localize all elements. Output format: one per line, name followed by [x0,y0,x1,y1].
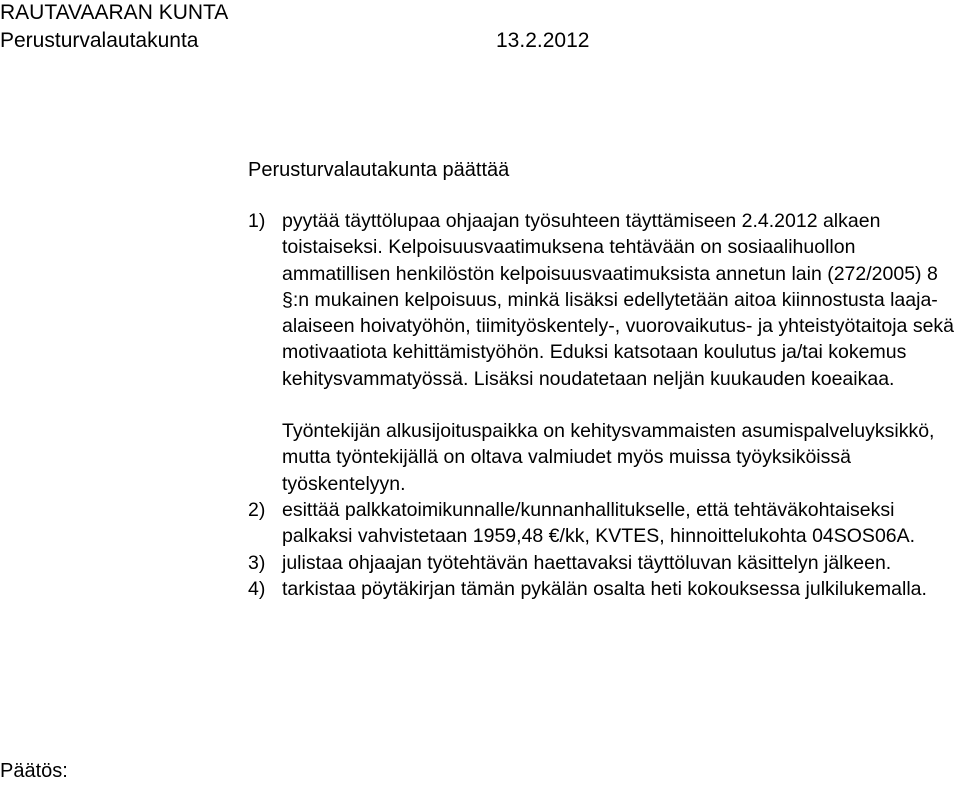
meeting-date: 13.2.2012 [496,29,590,52]
decision-item-1-continuation: Työntekijän alkusijoituspaikka on kehitysvammaisten asumispalveluyksikkö, mutta työntekijällä on oltava valmiudet myös muissa työyksiköissä työskentelyyn. [282,420,935,495]
item-text: tarkistaa pöytäkirjan tämän pykälän osalta heti kokouksessa julkilukemalla. [282,577,927,600]
item-number: 2) [248,498,266,521]
board-name: Perusturvalautakunta [0,29,199,52]
item-text: pyytää täyttölupaa ohjaajan työsuhteen täyttämiseen 2.4.2012 alkaen toistaiseksi. Kelpoisuusvaatimuksena tehtävään on sosiaalihuollon ammatillisen henkilöstön kelpoisuusvaatimuksista annetun lain (272/2005) 8 §:n mukainen kelpoisuus, minkä lisäksi edellytetään aitoa kiinnostusta laaja-alaiseen hoivatyöhön, tiimityöskentely-, vuorovaikutus- ja yhteistyötaitoja sekä motivaatiota kehittämistyöhön. Eduksi katsotaan koulutus ja/tai kokemus kehitysvammatyössä. Lisäksi noudatetaan neljän kuukauden koeaikaa. [282,210,955,390]
item-text: esittää palkkatoimikunnalle/kunnanhallitukselle, että tehtäväkohtaiseksi palkaksi vahvistetaan 1959,48 €/kk, KVTES, hinnoittelukohta 04SOS06A. [282,498,916,548]
decision-item-3 [248,550,960,576]
item-number: 4) [248,577,266,600]
organization-name: RAUTAVAARAN KUNTA [0,1,229,24]
decision-label: Päätös: [0,760,68,782]
decision-item-4 [248,576,960,602]
item-number: 1) [248,210,266,232]
item-number: 3) [248,551,266,574]
item-text: julistaa ohjaajan työtehtävän haettavaksi täyttöluvan käsittelyn jälkeen. [282,551,892,574]
decision-intro: Perusturvalautakunta päättää [248,159,510,181]
decision-item-2 [248,497,960,550]
decision-item-1 [248,208,960,392]
decision-body [248,208,960,602]
